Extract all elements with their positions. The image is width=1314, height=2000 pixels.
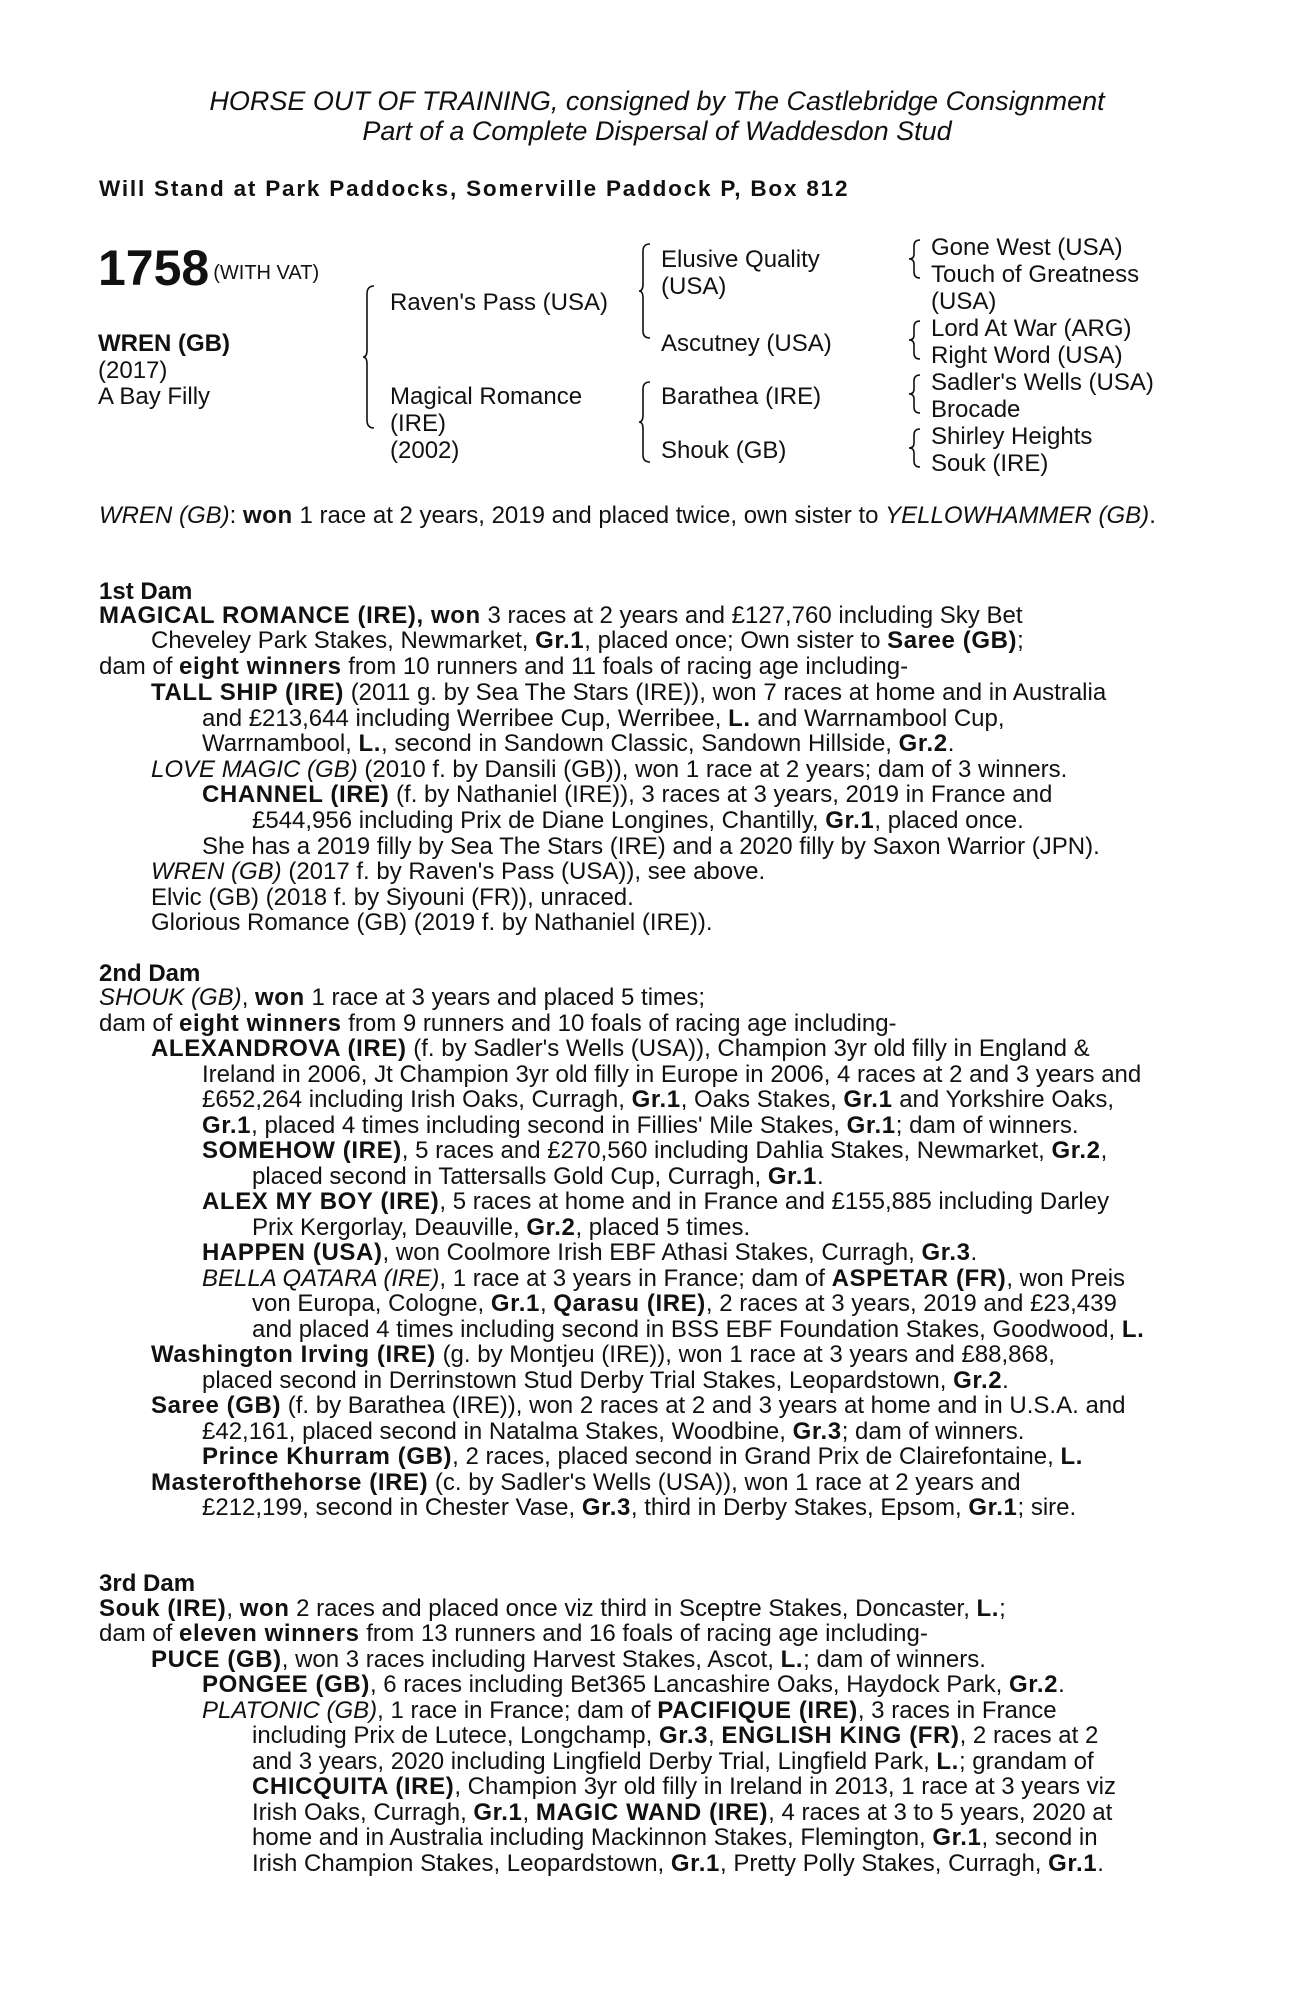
summary-paragraph: WREN (GB): won 1 race at 2 years, 2019 and placed twice, own sister to YELLOWHAMMER (GB).: [99, 502, 1156, 529]
dam2-line-3: ALEXANDROVA (IRE) (f. by Sadler's Wells (USA)), Champion 3yr old filly in England &: [151, 1035, 1090, 1062]
dam2-line-6: Gr.1, placed 4 times including second in Fillies' Mile Stakes, Gr.1; dam of winners.: [202, 1112, 1079, 1139]
pedigree-dss: Sadler's Wells (USA): [931, 369, 1154, 396]
dam3-line-9: Irish Oaks, Curragh, Gr.1, MAGIC WAND (IRE), 4 races at 3 to 5 years, 2020 at: [252, 1799, 1113, 1826]
vat-label: (WITH VAT): [213, 262, 320, 284]
pedigree-dam-dam: Shouk (GB): [661, 437, 787, 464]
dam1-line-11: WREN (GB) (2017 f. by Raven's Pass (USA)), see above.: [151, 858, 766, 885]
dam1-line-4: TALL SHIP (IRE) (2011 g. by Sea The Stars (IRE)), won 7 races at home and in Australia: [151, 679, 1107, 706]
stand-location: Will Stand at Park Paddocks, Somerville Paddock P, Box 812: [99, 176, 850, 201]
dam2-line-15: Washington Irving (IRE) (g. by Montjeu (IRE)), won 1 race at 3 years and £88,868,: [151, 1341, 1055, 1368]
second-dam-heading: 2nd Dam: [99, 960, 201, 987]
pedigree-ddd: Souk (IRE): [931, 450, 1049, 477]
dam2-line-1: SHOUK (GB), won 1 race at 3 years and placed 5 times;: [99, 984, 706, 1011]
dam2-line-16: placed second in Derrinstown Stud Derby Trial Stakes, Leopardstown, Gr.2.: [202, 1367, 1009, 1394]
dam1-line-2: Cheveley Park Stakes, Newmarket, Gr.1, placed once; Own sister to Saree (GB);: [151, 627, 1024, 654]
brace-ss: [908, 238, 922, 280]
dam3-line-2: dam of eleven winners from 13 runners and 16 foals of racing age including-: [99, 1620, 928, 1647]
dam3-line-5: PLATONIC (GB), 1 race in France; dam of PACIFIQUE (IRE), 3 races in France: [202, 1697, 1057, 1724]
pedigree-dam-line3: (2002): [390, 437, 460, 464]
third-dam-heading: 3rd Dam: [99, 1570, 196, 1597]
dam-parents-brace: [638, 380, 652, 464]
brace-dd: [908, 427, 922, 469]
dam2-line-9: ALEX MY BOY (IRE), 5 races at home and in France and £155,885 including Darley: [202, 1188, 1110, 1215]
dam2-line-5: £652,264 including Irish Oaks, Curragh, Gr.1, Oaks Stakes, Gr.1 and Yorkshire Oaks,: [202, 1086, 1114, 1113]
dam3-line-10: home and in Australia including Mackinnon Stakes, Flemington, Gr.1, second in: [252, 1824, 1098, 1851]
pedigree-sire: Raven's Pass (USA): [390, 289, 608, 316]
horse-year: (2017): [98, 357, 168, 384]
dam2-line-17: Saree (GB) (f. by Barathea (IRE)), won 2 races at 2 and 3 years at home and in U.S.A. and: [151, 1392, 1126, 1419]
dam1-line-10: She has a 2019 filly by Sea The Stars (IRE) and a 2020 filly by Saxon Warrior (JPN).: [202, 833, 1100, 860]
pedigree-sdd: Right Word (USA): [931, 342, 1123, 369]
pedigree-dam-line2: (IRE): [390, 410, 446, 437]
pedigree-sire-sire-line1: Elusive Quality: [661, 246, 820, 273]
horse-description: A Bay Filly: [98, 383, 211, 410]
dam1-line-1: MAGICAL ROMANCE (IRE), won 3 races at 2 years and £127,760 including Sky Bet: [99, 602, 1023, 629]
pedigree-sire-dam: Ascutney (USA): [661, 330, 832, 357]
dam1-line-3: dam of eight winners from 10 runners and 11 foals of racing age including-: [99, 653, 909, 680]
consignment-line: HORSE OUT OF TRAINING, consigned by The Castlebridge Consignment: [209, 86, 1105, 116]
dam3-line-4: PONGEE (GB), 6 races including Bet365 Lancashire Oaks, Haydock Park, Gr.2.: [202, 1671, 1065, 1698]
dam3-line-1: Souk (IRE), won 2 races and placed once viz third in Sceptre Stakes, Doncaster, L.;: [99, 1595, 1006, 1622]
dam2-line-11: HAPPEN (USA), won Coolmore Irish EBF Athasi Stakes, Curragh, Gr.3.: [202, 1239, 978, 1266]
dam2-line-18: £42,161, placed second in Natalma Stakes, Woodbine, Gr.3; dam of winners.: [202, 1418, 1025, 1445]
sire-dam-brace: [362, 284, 376, 430]
brace-sd: [908, 319, 922, 361]
dam2-line-8: placed second in Tattersalls Gold Cup, Curragh, Gr.1.: [252, 1163, 824, 1190]
dam3-line-11: Irish Champion Stakes, Leopardstown, Gr.1, Pretty Polly Stakes, Curragh, Gr.1.: [252, 1850, 1104, 1877]
dam1-line-13: Glorious Romance (GB) (2019 f. by Nathaniel (IRE)).: [151, 909, 713, 936]
dam3-line-7: and 3 years, 2020 including Lingfield Derby Trial, Lingfield Park, L.; grandam of: [252, 1748, 1094, 1775]
lot-number-block: [98, 240, 319, 301]
pedigree-ssd-line2: (USA): [931, 288, 997, 315]
dam2-line-4: Ireland in 2006, Jt Champion 3yr old filly in Europe in 2006, 4 races at 2 and 3 years and: [202, 1061, 1142, 1088]
pedigree-dsd: Brocade: [931, 396, 1021, 423]
dam2-line-14: and placed 4 times including second in BSS EBF Foundation Stakes, Goodwood, L.: [252, 1316, 1145, 1343]
dam2-line-7: SOMEHOW (IRE), 5 races and £270,560 including Dahlia Stakes, Newmarket, Gr.2,: [202, 1137, 1108, 1164]
pedigree-sss: Gone West (USA): [931, 234, 1123, 261]
dam2-line-20: Masterofthehorse (IRE) (c. by Sadler's Wells (USA)), won 1 race at 2 years and: [151, 1469, 1021, 1496]
dam2-line-13: von Europa, Cologne, Gr.1, Qarasu (IRE), 2 races at 3 years, 2019 and £23,439: [252, 1290, 1117, 1317]
dam1-line-9: £544,956 including Prix de Diane Longines, Chantilly, Gr.1, placed once.: [252, 807, 1024, 834]
pedigree-sds: Lord At War (ARG): [931, 315, 1132, 342]
dispersal-line: Part of a Complete Dispersal of Waddesdon Stud: [362, 116, 952, 146]
dam2-line-21: £212,199, second in Chester Vase, Gr.3, third in Derby Stakes, Epsom, Gr.1; sire.: [202, 1494, 1077, 1521]
dam1-line-7: LOVE MAGIC (GB) (2010 f. by Dansili (GB)), won 1 race at 2 years; dam of 3 winners.: [151, 756, 1068, 783]
dam1-line-8: CHANNEL (IRE) (f. by Nathaniel (IRE)), 3 races at 3 years, 2019 in France and: [202, 781, 1053, 808]
dam3-line-6: including Prix de Lutece, Longchamp, Gr.3, ENGLISH KING (FR), 2 races at 2: [252, 1722, 1099, 1749]
pedigree-dam-sire: Barathea (IRE): [661, 383, 822, 410]
lot-number: 1758: [98, 240, 210, 296]
dam1-line-12: Elvic (GB) (2018 f. by Siyouni (FR)), unraced.: [151, 884, 634, 911]
first-dam-heading: 1st Dam: [99, 578, 193, 605]
pedigree-dds: Shirley Heights: [931, 423, 1093, 450]
dam3-line-8: CHICQUITA (IRE), Champion 3yr old filly in Ireland in 2013, 1 race at 3 years viz: [252, 1773, 1116, 1800]
pedigree-dam-line1: Magical Romance: [390, 383, 583, 410]
dam2-line-2: dam of eight winners from 9 runners and 10 foals of racing age including-: [99, 1010, 897, 1037]
dam1-line-5: and £213,644 including Werribee Cup, Werribee, L. and Warrnambool Cup,: [202, 705, 1005, 732]
horse-name: WREN (GB): [98, 330, 230, 357]
dam2-line-19: Prince Khurram (GB), 2 races, placed second in Grand Prix de Clairefontaine, L.: [202, 1443, 1083, 1470]
pedigree-sire-sire-line2: (USA): [661, 273, 727, 300]
pedigree-ssd-line1: Touch of Greatness: [931, 261, 1140, 288]
dam2-line-10: Prix Kergorlay, Deauville, Gr.2, placed 5 times.: [252, 1214, 751, 1241]
dam2-line-12: BELLA QATARA (IRE), 1 race at 3 years in France; dam of ASPETAR (FR), won Preis: [202, 1265, 1126, 1292]
dam1-line-6: Warrnambool, L., second in Sandown Classic, Sandown Hillside, Gr.2.: [202, 730, 955, 757]
dam3-line-3: PUCE (GB), won 3 races including Harvest Stakes, Ascot, L.; dam of winners.: [151, 1646, 986, 1673]
brace-ds: [908, 373, 922, 415]
sire-parents-brace: [638, 242, 652, 340]
